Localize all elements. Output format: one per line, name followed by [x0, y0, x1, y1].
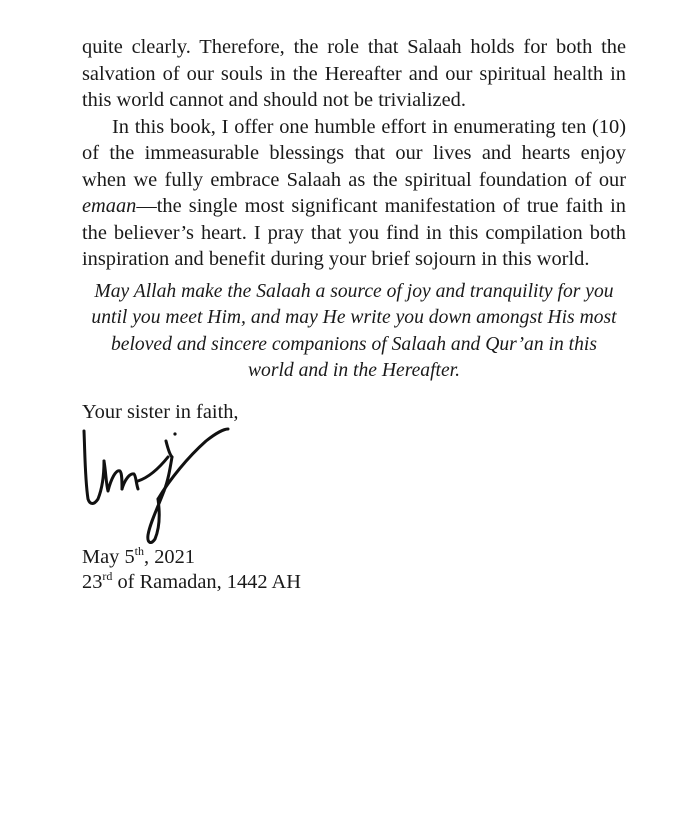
document-page [82, 34, 626, 595]
prayer-text: May Allah make the Salaah a source of joy and tranquility for you until you meet Him, and may He write you down amongst His most beloved and sincere companions of Salaah and Qur’an in this world and in the Hereafter. [91, 280, 617, 381]
prayer-quote [82, 279, 626, 385]
body-paragraph-2 [82, 114, 626, 273]
signature-dates [82, 545, 626, 595]
handwritten-signature-icon [78, 427, 238, 551]
emphasis-emaan: emaan [82, 195, 137, 217]
body-paragraph-1 [82, 34, 626, 114]
closing-salutation [82, 399, 626, 425]
paragraph-2-text-before: In this book, I offer one humble effort in enumerating ten (10) of the immeasurable blessings that our lives and hearts enjoy when we fully embrace Salaah as the spiritual foundation of our [82, 115, 626, 191]
gregorian-date: May 5th, 2021 [82, 543, 195, 568]
hijri-date: 23rd of Ramadan, 1442 AH [82, 568, 301, 593]
paragraph-2-text-after: —the single most significant manifestation of true faith in the believer’s heart. I pray that you find in this compilation both inspiration and benefit during your brief sojourn in this world. [82, 195, 626, 270]
paragraph-1-text: quite clearly. Therefore, the role that Salaah holds for both the salvation of our souls in the Hereafter and our spiritual health in this world cannot and should not be trivialized. [82, 36, 626, 111]
salutation-text: Your sister in faith, [82, 400, 239, 423]
